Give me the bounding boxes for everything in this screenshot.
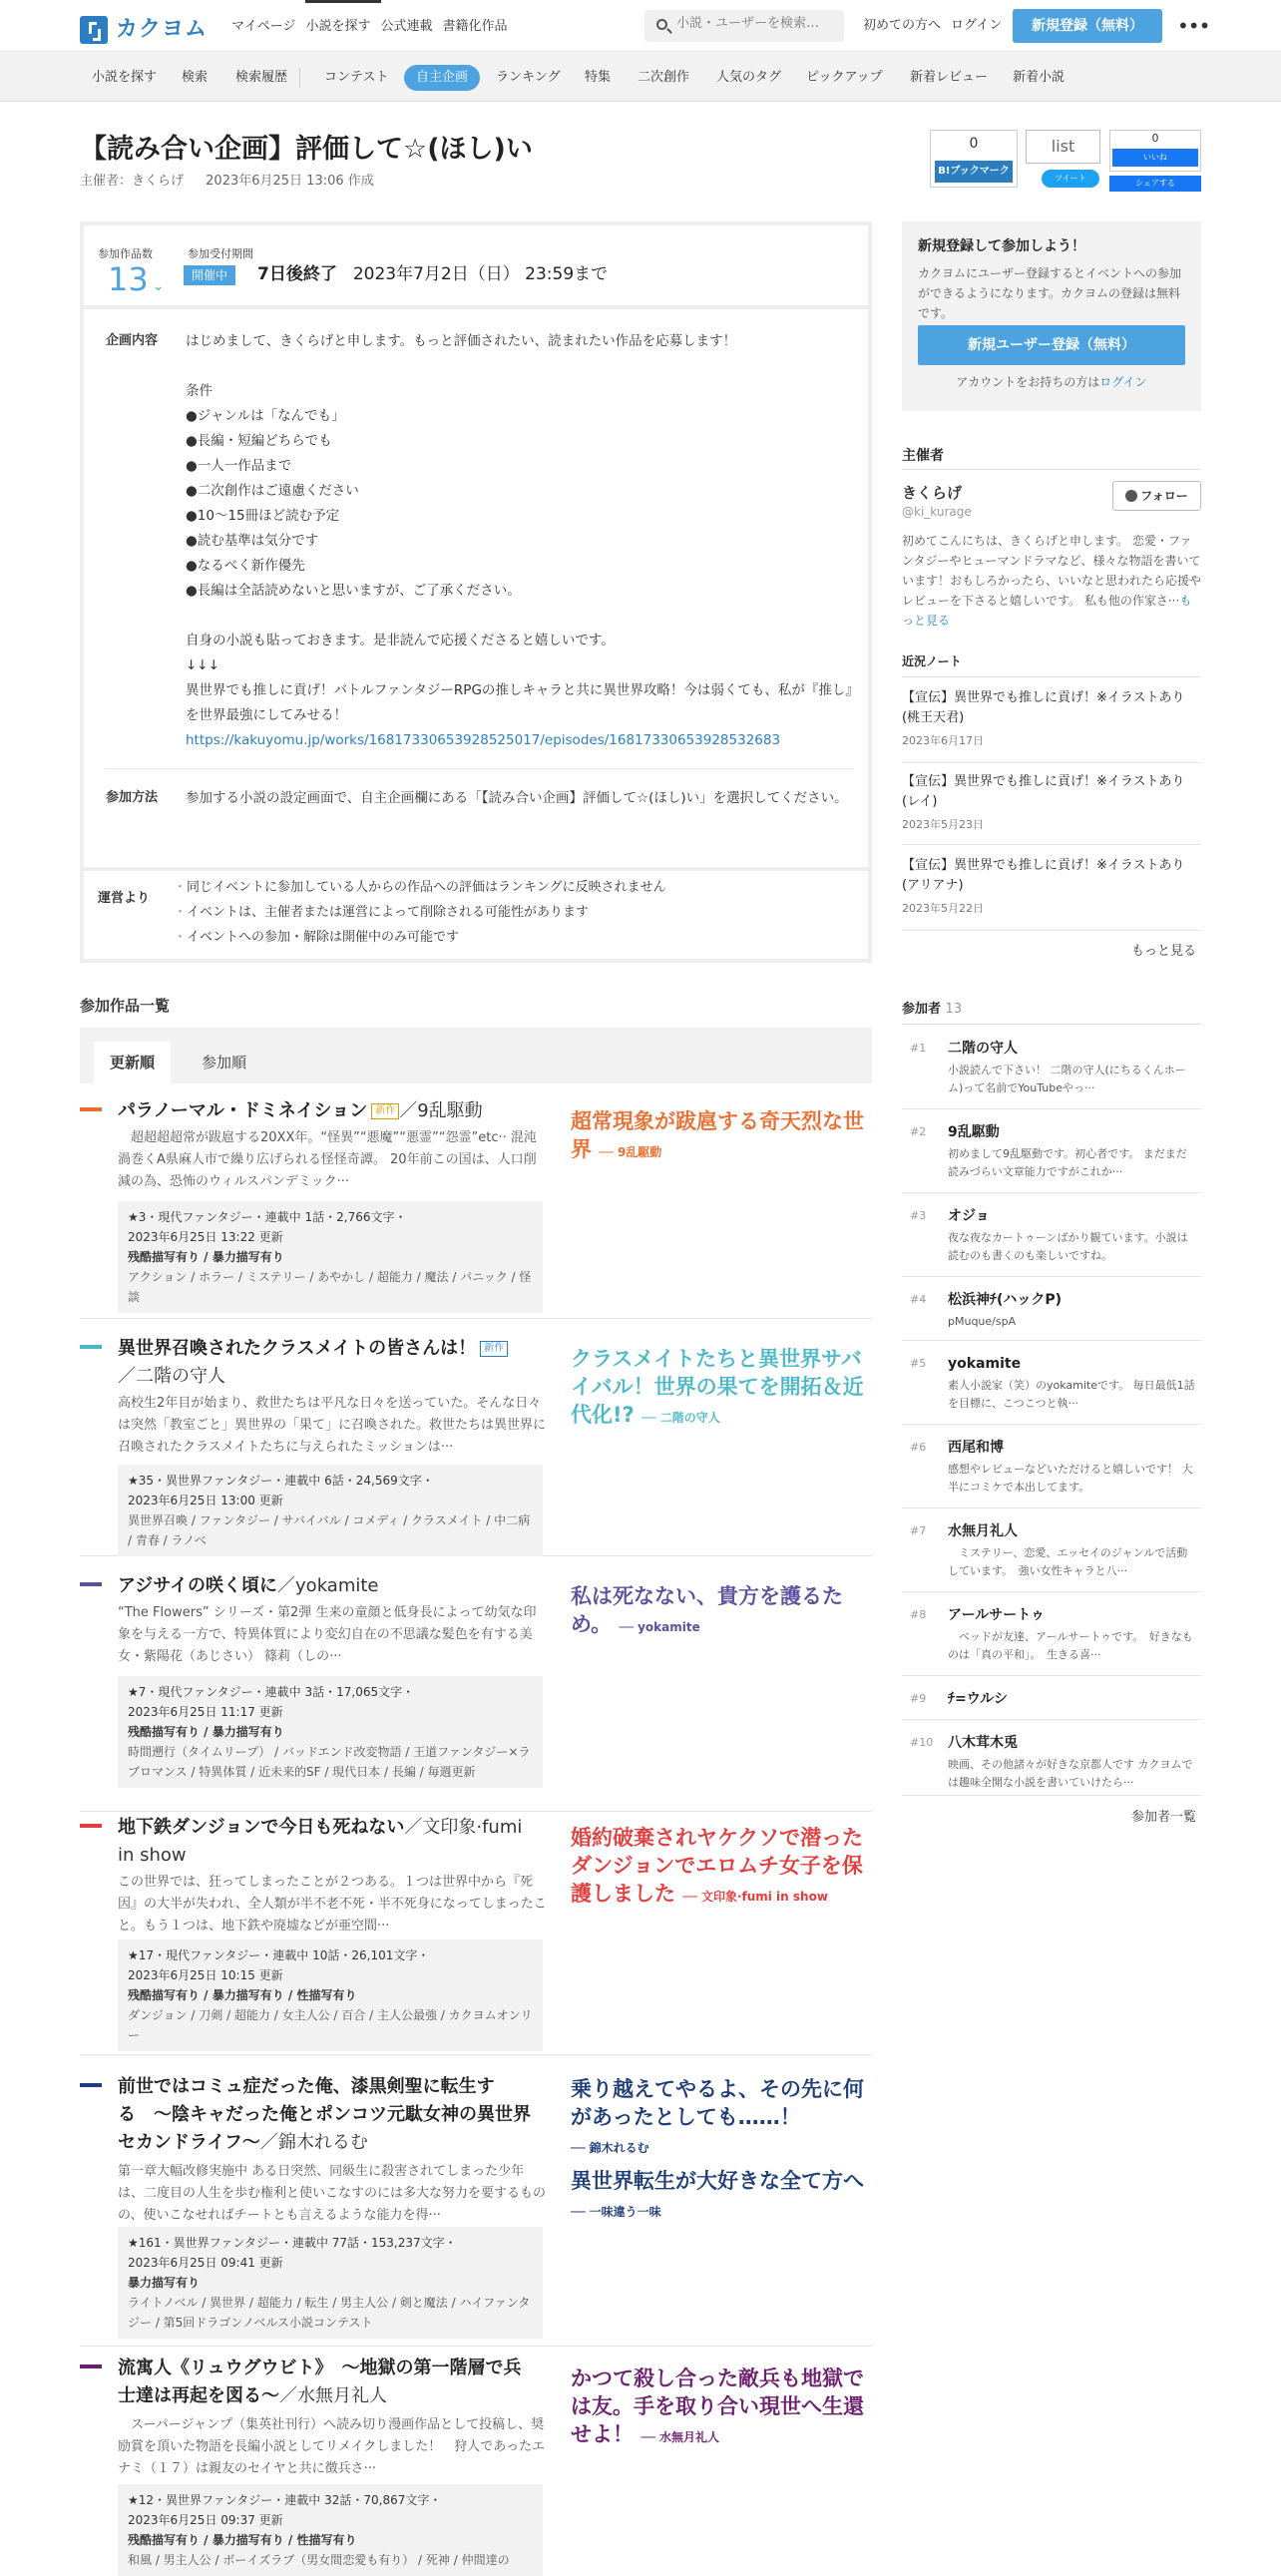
follow-button[interactable]: フォロー [1112,481,1201,511]
note-item[interactable]: 【宣伝】異世界でも推しに貢げ！※イラストあり(アリアナ) 2023年5月22日 [902,858,1185,915]
fb-count: 0 [1151,132,1159,145]
subnav-fanfic[interactable]: 二次創作 [638,70,690,85]
method-label: 参加方法 [106,790,159,805]
subnav-feature[interactable]: 特集 [585,70,612,85]
work-catchphrase: 私は死なない、貴方を護るため。 ── yokamite [571,1584,843,1636]
fb-like-button[interactable]: いいね [1112,149,1198,167]
work-catchphrase-2: 異世界転生が大好きな全て方へ ── 一味違う一味 [571,2169,864,2219]
register-login-link[interactable]: ログイン [1099,375,1147,389]
participant-item[interactable]: #6 西尾和博 感想やレビューなどいただけると嬉しいです！ 大半にコミケで本出してます。 [902,1425,1201,1508]
notes-more-link[interactable]: もっと見る [1131,944,1197,959]
search-input[interactable] [676,16,836,31]
facebook-like[interactable] [1109,130,1201,172]
work-color-bar [80,1107,102,1111]
host-more-link[interactable]: もっと見る [902,594,1192,628]
note-item[interactable]: 【宣伝】異世界でも推しに貢げ！※イラストあり(桃王天君) 2023年6月17日 [902,690,1185,747]
list-button[interactable]: list [1026,130,1100,164]
work-color-bar [80,1345,102,1349]
person-add-icon [1125,490,1137,502]
subnav-pickup[interactable]: ピックアップ [806,70,883,85]
work-item [80,2355,872,2567]
more-menu-icon[interactable]: ••• [1177,14,1210,38]
register-box [902,221,1201,411]
work-color-bar [80,2364,102,2368]
content-label: 企画内容 [106,333,159,348]
subnav-find[interactable]: 小説を探す [92,70,158,85]
search-icon [656,19,667,30]
period-text: 7日後終了 2023年7月2日（日） 23:59まで [257,264,609,284]
work-info: ★7・現代ファンタジー・連載中 3話・17,065文字・ 2023年6月25日 11:17 更新 残酷描写有り / 暴力描写有り 時間遡行（タイムリープ） / バッドエンド改変物語 / 王道ファンタジー×ラブロマンス / 特異体質 / 近未来的SF / 現代日本 / 長編 / 毎週更新 [118,1676,543,1788]
content-body: はじめまして、きくらげと申します。もっと評価されたい、読まれたい作品を応募します！ 条件 ●ジャンルは「なんでも」 ●長編・短編どちらでも ●一人一作品まで ●二次創作はご遠慮ください ●10〜15冊ほど読む予定 ●読む基準は気分です ●なるべく新作優先 ●長編は全話読めないと思いますが、ご了承ください。 自身の小説も貼っておきます。是非読んで応援くださると嬉しいです。 ↓↓↓ 異世界でも推しに貢げ！バトルファンタジーRPGの推しキャラと共に異世界攻略！今は弱くても、私が『推し』を世界最強にしてみせる！ https://kakuyomu.jp/works/16817330653928525017/episodes/16817330653928532683 [186,333,853,748]
participant-item[interactable]: #5 yokamite 素人小説家（笑）のyokamiteです。 毎日最低1話を目標に、こつこつと執··· [902,1341,1201,1425]
nav-official[interactable]: 公式連載 [380,19,433,34]
host-heading: 主催者 [902,448,944,464]
host-line[interactable]: 主催者：きくらげ [80,174,185,189]
subnav-history[interactable]: 検索履歴 [235,70,288,85]
participants-heading: 参加者 13 [902,1002,963,1017]
subnav-tags[interactable]: 人気のタグ [716,70,782,85]
divider [902,762,1201,763]
nav-mypage[interactable]: マイページ [231,19,296,34]
works-tabs [80,1028,872,1083]
participant-item[interactable]: #8 アールサートゥ ベッドが友達、アールサートゥです。 好きなものは「真の平和」。 生きる喜··· [902,1592,1201,1676]
work-desc: 第一章大幅改修実施中 ある日突然、同級生に殺害されてしまった少年は、二度目の人生を歩む権利と使いこなすのには多大な努力を要するものの、使いこなせればチートとも言えるような能力を得··· [118,2164,547,2223]
work-item [80,1814,872,2055]
signup-button[interactable]: 新規登録（無料） [1013,9,1162,43]
method-body: 参加する小説の設定画面で、自主企画欄にある「【読み合い企画】評価して☆(ほし)い」を選択してください。 [186,790,848,806]
work-item [80,1335,872,1556]
host-bio: 初めてこんにちは、きくらげと申します。 恋愛・ファンタジーやヒューマンドラマなど、様々な物語を書いています！おもしろかったら、いいなと思われたら応援やレビューを下さると嬉しいです。 私も他の作家さ···もっと見る [902,534,1202,628]
page-title: 【読み合い企画】評価して☆(ほし)い [80,134,533,165]
work-desc: この世界では、狂ってしまったことが２つある。１つは世界中から『死因』の大半が失われ、全人類が半不老不死・半不死身になってしまったこと。もう１つは、地下鉄や廃墟などが亜空間··· [118,1875,547,1933]
login-link[interactable]: ログイン [951,18,1003,33]
participant-item[interactable]: #7 水無月礼人 ミステリー、恋愛、エッセイのジャンルで活動しています。 強い女性キャラと八··· [902,1508,1201,1592]
work-color-bar [80,1824,102,1828]
register-title: 新規登録して参加しよう！ [918,238,1085,254]
event-summary [80,221,872,309]
works-heading: 参加作品一覧 [80,997,171,1015]
content-link[interactable]: https://kakuyomu.jp/works/16817330653928525017/episodes/16817330653928532683 [186,732,781,748]
work-desc: スーパージャンプ（集英社刊行）へ読み切り漫画作品として投稿し、奨励賞を頂いた物語を長編小説としてリメイクしました！ 狩人であったエナミ（１７）は親友のセイヤと共に徴兵さ··· [118,2417,546,2476]
hatena-bookmark[interactable] [930,130,1018,188]
work-title[interactable]: 流寓人《リュウグウビト》 〜地獄の第一階層で兵士達は再起を図る〜／水無月礼人 [118,2358,522,2406]
work-color-bar [80,2083,102,2087]
event-meta [80,172,374,193]
work-title[interactable]: 前世ではコミュ症だった俺、漆黒剣聖に転生する 〜陰キャだった俺とポンコツ元駄女神の異世界セカンドライフ〜／錦木れるむ [118,2076,531,2153]
logo-text: カクヨム [116,17,209,42]
subnav-ranking[interactable]: ランキング [496,70,561,85]
work-catchphrase: かつて殺し合った敵兵も地獄では友。手を取り合い現世へ生還せよ！ ── 水無月礼人 [571,2366,864,2446]
tweet-button[interactable]: ツイート [1042,170,1099,188]
divider [902,930,1201,931]
work-desc: 高校生2年目が始まり、救世たちは平凡な日々を送っていた。そんな日々は突然「教室ごと」異世界の「果て」に召喚された。救世たちは異世界に召喚されたクラスメイトたちに与えられたミッションは··· [118,1396,547,1455]
global-header [0,0,1281,52]
register-button[interactable]: 新規ユーザー登録（無料） [918,325,1185,365]
hatena-count: 0 [969,136,979,152]
subnav-contest[interactable]: コンテスト [324,70,389,85]
work-title[interactable]: 地下鉄ダンジョンで今日も死ねない／文印象·fumi in show [118,1817,523,1866]
work-title[interactable]: 異世界召喚されたクラスメイトの皆さんは！ 新作 ／二階の守人 [118,1335,537,1391]
work-color-bar [80,1582,102,1586]
note-item[interactable]: 【宣伝】異世界でも推しに貢げ！※イラストあり(レイ) 2023年5月23日 [902,774,1185,831]
notice-box [80,867,872,963]
divider [902,1024,1201,1025]
participants-all-link[interactable]: 参加者一覧 [1131,1810,1197,1825]
work-catchphrase: クラスメイトたちと異世界サバイバル！世界の果てを開拓＆近代化!? ── 二階の守人 [571,1347,864,1427]
notice-item: ・ 同じイベントに参加している人からの作品への評価はランキングに反映されません [174,875,666,900]
work-desc: 超超超超常が跋扈する20XX年。“怪異”“悪魔”“悪霊”“怨霊”etc·· 混沌渦巻くA県麻人市で繰り広げられる怪怪奇譚。 20年前この国は、人口削減の為、恐怖のウィルスパンデミック··· [118,1130,537,1189]
beginner-link[interactable]: 初めての方へ [863,18,942,33]
entry-count[interactable]: 13 ⌄ [108,260,165,298]
subnav-user-events[interactable]: 自主企画 [404,65,480,91]
participant-item[interactable]: #2 9乱駆動 初めまして9乱駆動です。初心者です。 まだまだ読みづらい文章能力ですがこれか··· [902,1109,1201,1193]
work-info: ★161・異世界ファンタジー・連載中 77話・153,237文字・ 2023年6月25日 09:41 更新 暴力描写有り ライトノベル / 異世界 / 超能力 / 転生 / 男主人公 / 剣と魔法 / ハイファンタジー / 第5回ドラゴンノベルス小説コンテスト [118,2227,543,2339]
notice-item: ・ イベントは、主催者または運営によって削除される可能性があります [174,900,666,925]
participant-item[interactable]: #1 二階の守人 小説読んで下さい！ 二階の守人(にちるくんホーム)って名前でYouTubeやっ··· [902,1026,1201,1109]
status-badge: 開催中 [184,265,235,285]
participant-item[interactable]: #4 松浜神ﾁ(ハックP) pMuque/spA [902,1277,1201,1341]
tab-joined[interactable]: 参加順 [202,1054,247,1072]
count-label: 参加作品数 [98,247,153,260]
notice-item: ・ イベントへの参加・解除は開催中のみ可能です [174,925,666,950]
divider [902,844,1201,845]
work-info: ★12・異世界ファンタジー・連載中 32話・70,867文字・ 2023年6月25日 09:37 更新 残酷描写有り / 暴力描写有り / 性描写有り 和風 / 男主人公 / ボーイズラブ（男女間恋愛も有り） / 死神 / 仲間達の [118,2484,543,2576]
period-label: 参加受付期間 [188,247,253,260]
fb-share-button[interactable]: シェアする [1109,176,1201,192]
subnav-new-reviews[interactable]: 新着レビュー [910,70,989,85]
work-info: ★35・異世界ファンタジー・連載中 6話・24,569文字・ 2023年6月25日 13:00 更新 異世界召喚 / ファンタジー / サバイバル / コメディ / クラスメイト / 中二病 / 青春 / ラノベ [118,1465,543,1556]
nav-find-novels[interactable]: 小説を探す [305,0,380,52]
work-info: ★17・現代ファンタジー・連載中 10話・26,101文字・ 2023年6月25日 10:15 更新 残酷描写有り / 暴力描写有り / 性描写有り ダンジョン / 刀剣 / 超能力 / 女主人公 / 百合 / 主人公最強 / カクヨムオンリー [118,1939,543,2051]
host-id: @ki_kurage [902,505,972,519]
work-catchphrase: 乗り越えてやるよ、その先に何があったとしても……！ ── 錦木れるむ [571,2077,864,2155]
work-title[interactable]: パラノーマル・ドミネイション 新作 ／9乱駆動 [118,1100,483,1121]
divider [106,768,854,769]
notice-label: 運営より [98,891,151,906]
subnav-search[interactable]: 検索 [182,70,209,85]
subnav-new-novels[interactable]: 新着小説 [1013,70,1066,85]
work-catchphrase: 超常現象が跋扈する奇天烈な世界 ── 9乱駆動 [571,1109,864,1161]
hatena-button[interactable]: B!ブックマーク [935,161,1013,183]
notes-heading: 近況ノート [902,654,962,668]
search-box [644,10,844,42]
divider [902,676,1201,677]
participant-item[interactable]: #10 八木茸木兎 映画、その他諸々が好きな京都人です カクヨムでは趣味全開な小説を書いていけたら··· [902,1720,1201,1796]
register-text: カクヨムにユーザー登録するとイベントへの参加ができるようになります。カクヨムの登録は無料です。 [918,266,1182,321]
work-item [80,1097,872,1319]
event-details [80,309,872,900]
work-desc: “The Flowers” シリーズ・第2弾 生来の童顔と低身長によって幼気な印象を与える一方で、特異体質により変幻自在の不思議な髪色を有する美女・紫陽花（あじさい） 篠莉（しの··· [118,1605,537,1664]
nav-books[interactable]: 書籍化作品 [442,19,508,34]
participant-item[interactable]: #3 オジョ 夜な夜なカートゥーンばかり観ています。小説は読むのも書くのも楽しいですね。 [902,1193,1201,1277]
host-name[interactable]: きくらげ [902,484,963,502]
chevron-down-icon: ⌄ [152,278,165,294]
sub-nav [0,52,1281,102]
divider [902,469,1201,470]
global-nav [231,0,518,52]
logo-mark-icon [80,16,108,44]
subnav-divider [299,68,300,88]
notice-list [174,875,666,950]
work-item [80,1572,872,1812]
logo[interactable] [80,12,208,47]
tab-updated[interactable]: 更新順 [94,1042,171,1083]
work-info: ★3・現代ファンタジー・連載中 1話・2,766文字・ 2023年6月25日 13:22 更新 残酷描写有り / 暴力描写有り アクション / ホラー / ミステリー / あやかし / 超能力 / 魔法 / パニック / 怪談 [118,1201,543,1313]
work-item [80,2073,872,2347]
work-title[interactable]: アジサイの咲く頃に／yokamite [118,1575,379,1596]
work-catchphrase: 婚約破棄されヤケクソで潜ったダンジョンでエロムチ女子を保護しました ── 文印象·fumi in show [571,1826,864,1906]
participant-item[interactable]: #9 ﾁ=ウルシ [902,1676,1201,1720]
created-date: 2023年6月25日 13:06 作成 [206,174,374,189]
register-note: アカウントをお持ちの方はログイン [956,375,1147,389]
